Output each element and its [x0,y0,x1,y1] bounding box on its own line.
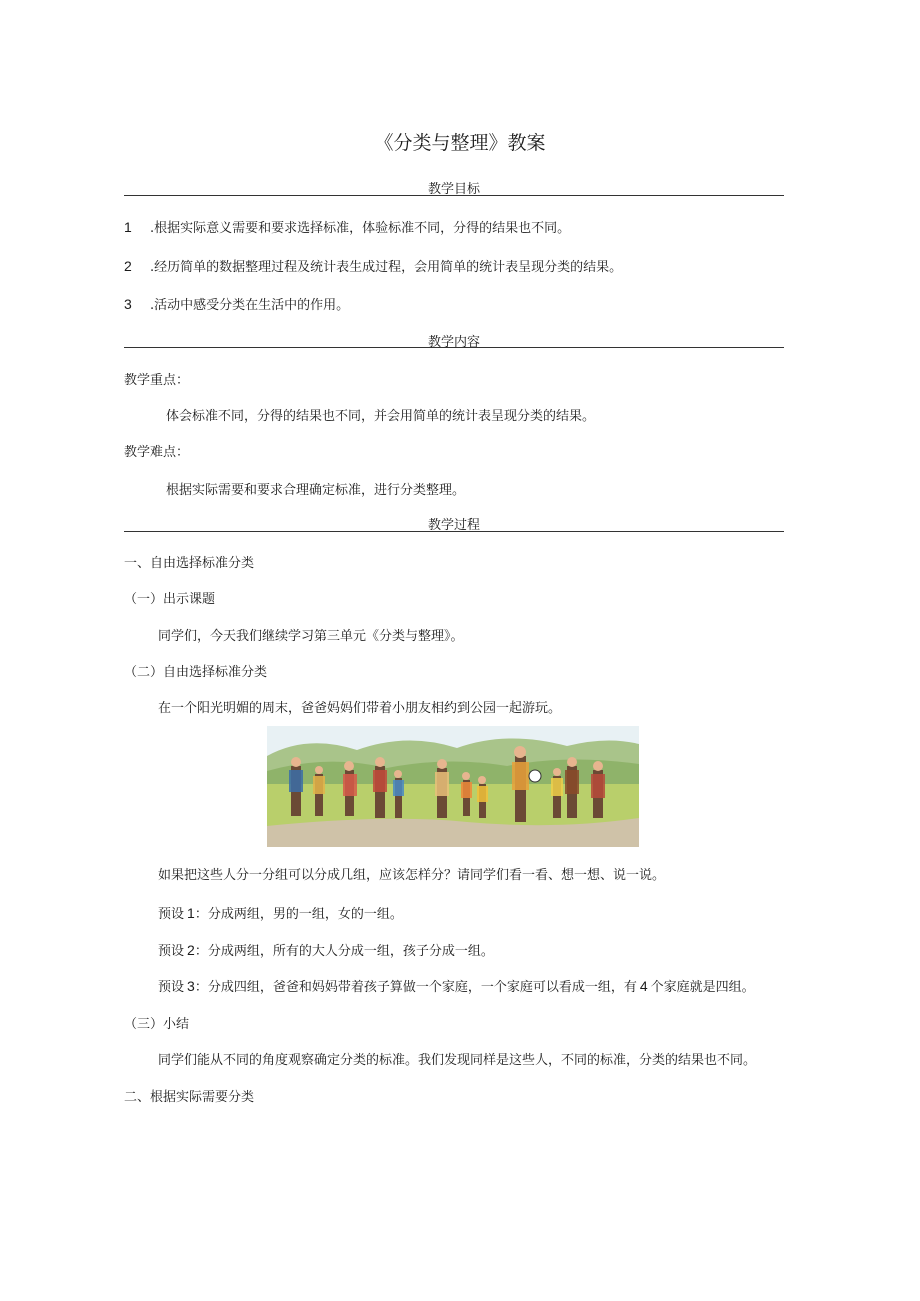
preset-text: ：分成两组，男的一组，女的一组。 [194,907,403,922]
sub-1-text: 同学们，今天我们继续学习第三单元《分类与整理》。 [158,629,464,644]
objective-text: .根据实际意义需要和要求选择标准，体验标准不同，分得的结果也不同。 [149,221,571,236]
preset-text: ：分成四组，爸爸和妈妈带着孩子算做一个家庭，一个家庭可以看成一组，有 [194,980,637,995]
preset-3 [158,976,755,995]
sub-1-heading: （一）出示课题 [124,592,216,607]
preset-number: 1 [187,905,195,921]
preset-number: 2 [187,942,195,958]
difficult-point-label: 教学难点： [124,445,190,460]
objective-item-1 [124,217,570,236]
park-family-illustration [267,726,639,847]
document-title: 《分类与整理》教案 [374,132,546,154]
objective-number: 1 [124,219,132,235]
section-rule [124,531,784,532]
preset-1 [158,903,403,922]
objective-number: 3 [124,296,132,312]
sub-2-heading: （二）自由选择标准分类 [124,665,268,680]
section-rule [124,195,784,196]
objective-item-2 [124,256,622,275]
question-text: 如果把这些人分一分组可以分成几组，应该怎样分？请同学们看一看、想一想、说一说。 [158,868,666,883]
section-heading-process: 教学过程 [427,518,480,533]
part-1-heading: 一、自由选择标准分类 [124,556,255,571]
objective-item-3 [124,294,349,313]
part-2-heading: 二、根据实际需要分类 [124,1090,255,1105]
preset-number: 3 [187,978,195,994]
sub-3-text: 同学们能从不同的角度观察确定分类的标准。我们发现同样是这些人，不同的标准，分类的结果也不同。 [158,1053,757,1068]
preset-text: ：分成两组，所有的大人分成一组，孩子分成一组。 [194,944,494,959]
preset-family-count: 4 [639,978,648,994]
preset-label: 预设 [158,907,185,922]
difficult-point-text: 根据实际需要和要求合理确定标准，进行分类整理。 [166,483,466,498]
objective-number: 2 [124,258,132,274]
park-scene-image [267,726,639,847]
preset-2 [158,940,494,959]
key-point-label: 教学重点： [124,373,190,388]
section-heading-content: 教学内容 [427,335,480,350]
preset-label: 预设 [158,944,185,959]
sub-3-heading: （三）小结 [124,1017,190,1032]
objective-text: .活动中感受分类在生活中的作用。 [149,298,350,313]
sub-2-text: 在一个阳光明媚的周末，爸爸妈妈们带着小朋友相约到公园一起游玩。 [158,701,562,716]
objective-text: .经历简单的数据整理过程及统计表生成过程，会用简单的统计表呈现分类的结果。 [149,260,623,275]
preset-text: 个家庭就是四组。 [650,980,755,995]
section-heading-objectives: 教学目标 [427,182,480,197]
preset-label: 预设 [158,980,185,995]
key-point-text: 体会标准不同，分得的结果也不同，并会用简单的统计表呈现分类的结果。 [166,409,596,424]
section-rule [124,347,784,348]
